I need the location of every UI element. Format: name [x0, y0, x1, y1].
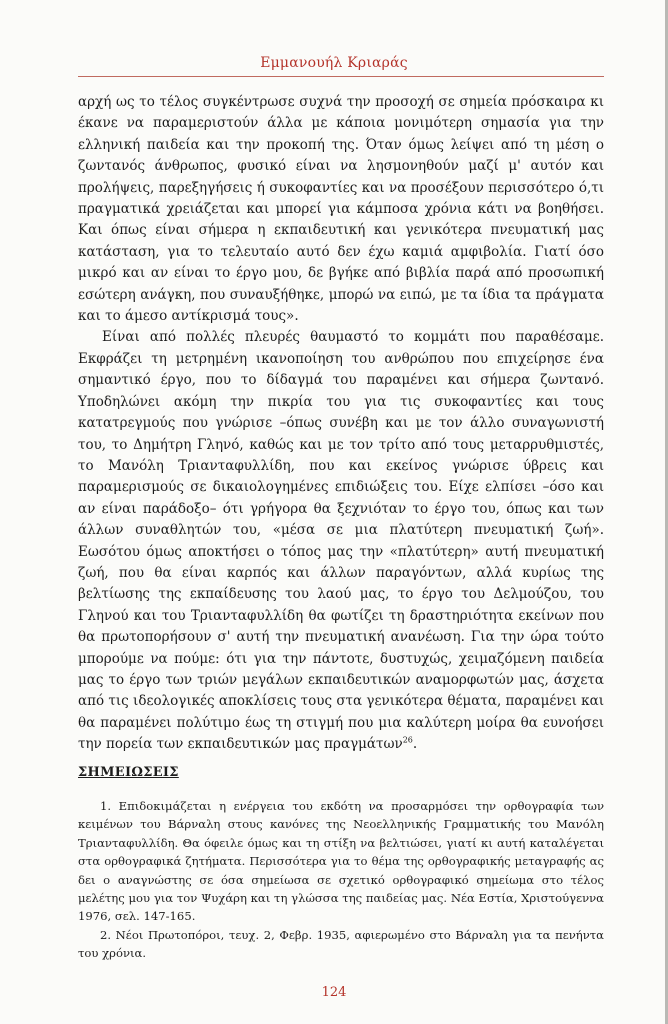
paragraph-2-tail: . [412, 736, 418, 753]
running-head: Εμμανουήλ Κριαράς [260, 55, 408, 71]
paragraph-2 [78, 327, 604, 755]
footnote-reference: 26 [402, 735, 413, 745]
notes-heading: ΣΗΜΕΙΩΣΕΙΣ [78, 765, 179, 780]
paragraph-2-text: Είναι από πολλές πλευρές θαυμαστό το κομμάτι που παραθέσαμε. Εκφράζει τη μετρημένη ικανοποίηση του ανθρώπου που επιχείρησε ένα σημαντικό έργο, που το δίδαγμά του παραμένει και σήμερα ζωντανό. Υποδηλώνει ακόμη την πικρία του για τις συκοφαντίες και τους κατατρεγμούς που γνώρισε –όπως συνέβη και με τον άλλο συναγωνιστή του, το Δημήτρη Γληνό, καθώς και με τον τρίτο από τους μεταρρυθμιστές, το Μανόλη Τριανταφυλλίδη, που και εκείνος γνώρισε ύβρεις και παραμερισμούς σε δικαιολογημένες επιδιώξεις του. Είχε ελπίσει –όσο και αν είναι παράδοξο– ότι γρήγορα θα ξεχνιόταν το έργο του, όπως και των άλλων συναθλητών του, «μέσα σε μια πλατύτερη πνευματική ζωή». Εωσότου όμως αποκτήσει ο τόπος μας την «πλατύτερη» αυτή πνευματική ζωή, που θα είναι καρπός και άλλων παραγόντων, αλλά κυρίως της βελτίωσης της εκπαίδευσης του λαού μας, το έργο του Δελμούζου, του Γληνού και του Τριανταφυλλίδη θα φωτίζει τη δραστηριότητα εκείνων που θα πρωτοπορήσουν σ' αυτή την πνευματική ανανέωση. Για την ώρα τούτο μπορούμε να πούμε: ότι για την πάντοτε, δυστυχώς, χειμαζόμενη παιδεία μας το έργο των τριών μεγάλων εκπαιδευτικών αναμορφωτών μας, άσχετα από τις ιδεολογικές αποκλίσεις τους στα γενικότερα θέματα, παραμένει και θα παραμένει πολύτιμο έως τη στιγμή που μια καλύτερη μοίρα θα ευνοήσει την πορεία των εκπαιδευτικών μας πραγμάτων [78, 329, 604, 753]
page-number: 124 [321, 985, 347, 1000]
header-rule [78, 76, 604, 77]
notes-section [78, 797, 604, 963]
note-2: 2. Νέοι Πρωτοπόροι, τευχ. 2, Φεβρ. 1935, αφιερωμένο στο Βάρναλη για τα πενήντα του χρόνια. [78, 927, 604, 961]
body-text [78, 92, 604, 756]
paragraph-1: αρχή ως το τέλος συγκέντρωσε συχνά την προσοχή σε σημεία πρόσκαιρα κι έκανε να παραμεριστούν άλλα με κάποια μονιμότερη σημασία για την ελληνική παιδεία και την προκοπή της. Όταν όμως λείψει από τη μέση ο ζωντανός άνθρωπος, φυσικό είναι να λησμονηθούν μαζί μ' αυτόν και προλήψεις, παρεξηγήσεις ή συκοφαντίες και να προσέξουν περισσότερο ό,τι πραγματικά χρειάζεται και μπορεί για κάμποσα χρόνια κάτι να βοηθήσει. Και όπως είναι σήμερα η εκπαιδευτική και γενικότερα πνευματική μας κατάσταση, για το τελευταίο αυτό δεν έχω καμιά αμφιβολία. Γιατί όσο μικρό και αν είναι το έργο μου, δε βγήκε από βιβλία παρά από προσωπική εσώτερη ανάγκη, που συναυξήθηκε, μπορώ να ειπώ, με τα ίδια τα πράγματα και το άμεσο αντίκρισμά τους». [78, 94, 604, 325]
note-1: 1. Επιδοκιμάζεται η ενέργεια του εκδότη να προσαρμόσει την ορθογραφία των κειμένων του Βάρναλη στους κανόνες της Νεοελληνικής Γραμματικής του Μανόλη Τριανταφυλλίδη. Θα όφειλε όμως και τη στίξη να βελτιώσει, γιατί κι αυτή καταλέγεται στα ορθογραφικά ζητήματα. Περισσότερα για το θέμα της ορθογραφικής μεταγραφής ας δει ο αναγνώστης σε όσα σημείωσα σε σχετικό ορθογραφικό σημείωμα στο τέλος μελέτης μου για τον Ψυχάρη και τη γλώσσα της παιδείας μας. Νέα Εστία, Χριστούγεννα 1976, σελ. 147-165. [78, 799, 604, 924]
